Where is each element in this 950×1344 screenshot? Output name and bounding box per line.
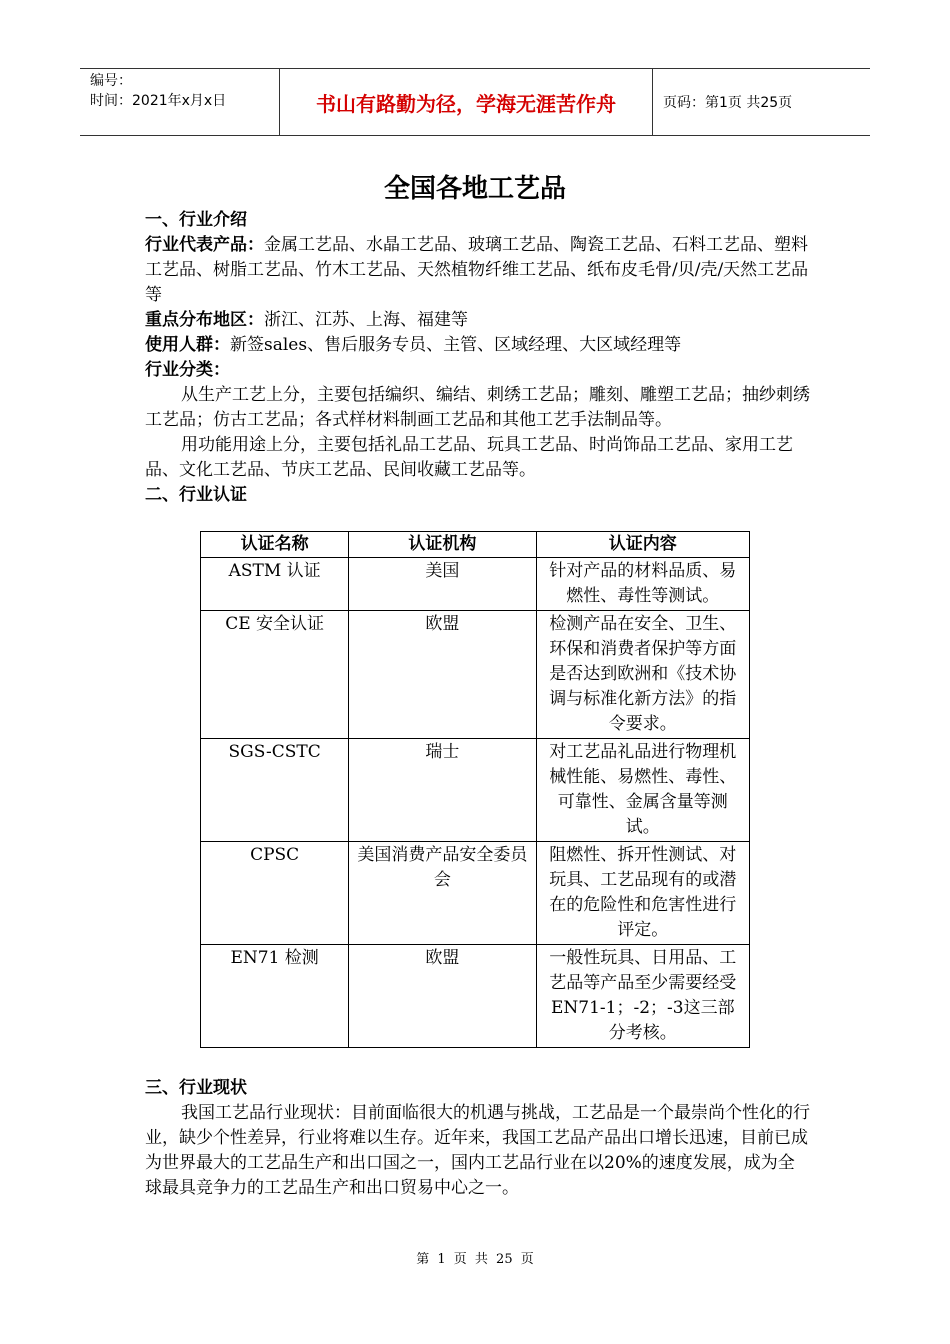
page-header	[80, 68, 870, 136]
header-motto: 书山有路勤为径，学海无涯苦作舟	[280, 69, 653, 135]
table-cell: EN71 检测	[201, 945, 349, 1048]
page-footer: 第 1 页 共 25 页	[416, 1252, 534, 1267]
products-paragraph	[145, 233, 810, 308]
regions-text: 浙江、江苏、上海、福建等	[264, 310, 468, 330]
table-cell: 美国	[349, 558, 536, 611]
users-paragraph	[145, 333, 810, 358]
section3-paragraph: 我国工艺品行业现状：目前面临很大的机遇与挑战，工艺品是一个最崇尚个性化的行业，缺少个性差异，行业将难以生存。近年来，我国工艺品产品出口增长迅速，目前已成为世界最大的工艺品生产和出口国之一，国内工艺品行业在以20%的速度发展，成为全球最具竞争力的工艺品生产和出口贸易中心之一。	[145, 1103, 810, 1198]
column-header: 认证内容	[536, 532, 749, 558]
table-row	[201, 611, 750, 739]
header-meta	[80, 69, 280, 135]
table-cell: 欧盟	[349, 945, 536, 1048]
document-body	[145, 208, 810, 1201]
number-label: 编号：	[90, 73, 132, 89]
category-paragraph-2: 用功能用途上分，主要包括礼品工艺品、玩具工艺品、时尚饰品工艺品、家用工艺品、文化工艺品、节庆工艺品、民间收藏工艺品等。	[145, 435, 793, 480]
table-row	[201, 842, 750, 945]
table-cell: 对工艺品礼品进行物理机械性能、易燃性、毒性、可靠性、金属含量等测试。	[536, 739, 749, 842]
table-cell: 阻燃性、拆开性测试、对玩具、工艺品现有的或潜在的危险性和危害性进行评定。	[536, 842, 749, 945]
category-paragraph-1: 从生产工艺上分，主要包括编织、编结、刺绣工艺品；雕刻、雕塑工艺品；抽纱刺绣工艺品；仿古工艺品；各式样材料制画工艺品和其他工艺手法制品等。	[145, 385, 810, 430]
category-label: 行业分类：	[145, 360, 230, 380]
header-page-info: 页码：第1页 共25页	[663, 95, 793, 111]
table-row	[201, 945, 750, 1048]
section1-heading: 一、行业介绍	[145, 210, 247, 230]
table-cell: 检测产品在安全、卫生、环保和消费者保护等方面是否达到欧洲和《技术协调与标准化新方法》的指令要求。	[536, 611, 749, 739]
table-cell: ASTM 认证	[201, 558, 349, 611]
users-label: 使用人群：	[145, 335, 230, 355]
column-header: 认证机构	[349, 532, 536, 558]
page-title: 全国各地工艺品	[383, 174, 566, 204]
section2-heading: 二、行业认证	[145, 485, 247, 505]
table-cell: 针对产品的材料品质、易燃性、毒性等测试。	[536, 558, 749, 611]
section3-heading: 三、行业现状	[145, 1078, 247, 1098]
column-header: 认证名称	[201, 532, 349, 558]
time-label: 时间：2021年x月x日	[90, 93, 227, 109]
table-cell: CE 安全认证	[201, 611, 349, 739]
table-cell: CPSC	[201, 842, 349, 945]
products-label: 行业代表产品：	[145, 235, 264, 255]
products-text: 金属工艺品、水晶工艺品、玻璃工艺品、陶瓷工艺品、石料工艺品、塑料工艺品、树脂工艺品、竹木工艺品、天然植物纤维工艺品、纸布皮毛骨/贝/壳/天然工艺品等	[145, 235, 809, 305]
regions-label: 重点分布地区：	[145, 310, 264, 330]
certification-table	[200, 531, 750, 1048]
table-cell: 美国消费产品安全委员会	[349, 842, 536, 945]
table-cell: SGS-CSTC	[201, 739, 349, 842]
table-cell: 瑞士	[349, 739, 536, 842]
table-cell: 欧盟	[349, 611, 536, 739]
table-header-row	[201, 532, 750, 558]
table-row	[201, 739, 750, 842]
regions-paragraph	[145, 308, 810, 333]
table-cell: 一般性玩具、日用品、工艺品等产品至少需要经受EN71-1；-2；-3这三部分考核。	[536, 945, 749, 1048]
table-row	[201, 558, 750, 611]
users-text: 新签sales、售后服务专员、主管、区域经理、大区域经理等	[230, 335, 682, 355]
